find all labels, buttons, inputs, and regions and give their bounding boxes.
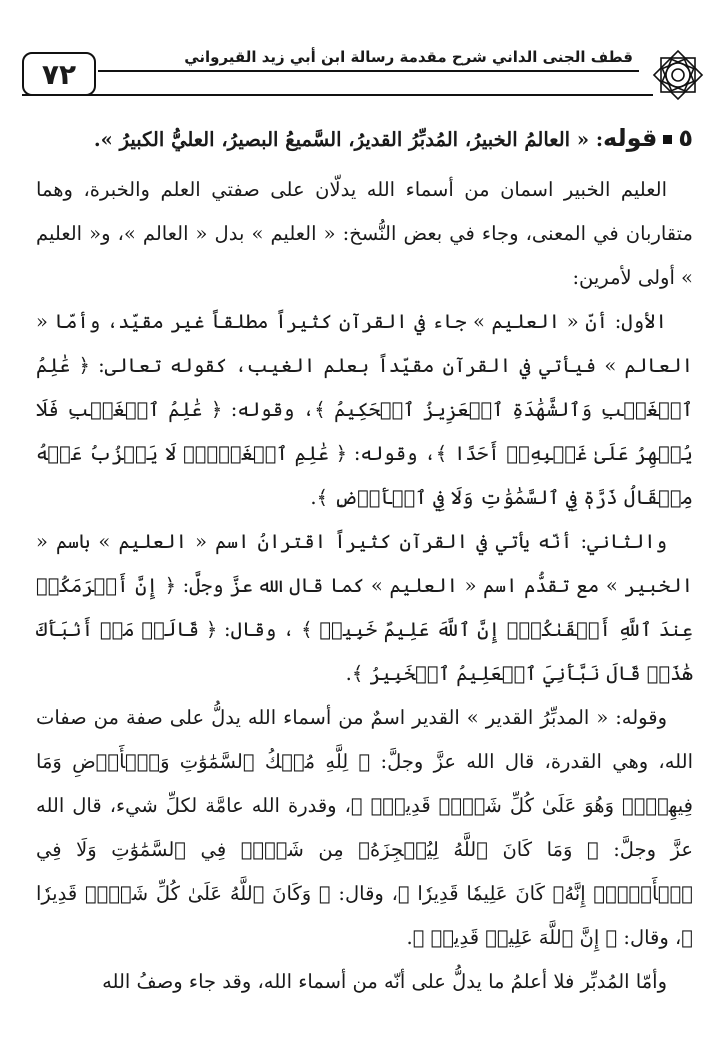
section-number: ٥ bbox=[678, 124, 693, 152]
paragraph: والثاني: أنّه يأتي في القرآن كثيراً اقترانُ اسم « العليم » باسم « الخبير » مع تقدُّم اسم « العليم » كما قال الله عزَّ وجلَّ: ﴿ إِنَّ أَكۡرَمَكُمۡ عِندَ ٱللَّهِ أَتۡقَىٰكُمۡۚ إِنَّ ٱللَّهَ عَلِيمٌ خَبِيرٞ ﴾ ، وقال: ﴿ قَالَتۡ مَنۡ أَنۢبَأَكَ هَٰذَاۖ قَالَ نَبَّأَنِيَ ٱلۡعَلِيمُ ٱلۡخَبِيرُ ﴾. bbox=[36, 530, 693, 685]
section-quote: : « العالمُ الخبيرُ، المُدبِّرُ القديرُ، السَّميعُ البصيرُ، العليُّ الكبيرُ ». bbox=[93, 128, 604, 151]
book-title: قطف الجنى الداني شرح مقدمة رسالة ابن أبي زيد القيرواني bbox=[178, 48, 639, 66]
ornament-icon bbox=[647, 46, 709, 104]
page-header bbox=[22, 48, 709, 104]
page-body bbox=[36, 110, 693, 1004]
paragraph: الأول: أنّ « العليم » جاء في القرآن كثيراً مطلقاً غير مقيّد، وأمّا « العالم » فيأتي في القرآن مقيّداً بعلم الغيب، كقوله تعالى: ﴿ عَٰلِمُ ٱلۡغَيۡبِ وَٱلشَّهَٰدَةِ ٱلۡعَزِيزُ ٱلۡحَكِيمُ ﴾، وقوله: ﴿ عَٰلِمُ ٱلۡغَيۡبِ فَلَا يُظۡهِرُ عَلَىٰ غَيۡبِهِۦٓ أَحَدًا ﴾، وقوله: ﴿ عَٰلِمِ ٱلۡغَيۡبِۖ لَا يَعۡزُبُ عَنۡهُ مِثۡقَالُ ذَرَّةٖ فِي ٱلسَّمَٰوَٰتِ وَلَا فِي ٱلۡأَرۡضِ ﴾. bbox=[36, 310, 693, 509]
header-rule-top bbox=[98, 70, 639, 72]
bullet-icon bbox=[663, 135, 672, 144]
paragraph: وقوله: « المدبِّرُ القدير » القدير اسمٌ من أسماء الله يدلُّ على صفة من صفات الله، وهي القدرة، قال الله عزَّ وجلَّ: ﴿ لِلَّهِ مُلۡكُ ٱلسَّمَٰوَٰتِ وَٱلۡأَرۡضِ وَمَا فِيهِنَّۚ وَهُوَ عَلَىٰ كُلِّ شَيۡءٖ قَدِيرُۢ ﴾، وقدرة الله عامَّة لكلِّ شيء، قال الله عزَّ وجلَّ: ﴿ وَمَا كَانَ ٱللَّهُ لِيُعۡجِزَهُۥ مِن شَيۡءٖ فِي ٱلسَّمَٰوَٰتِ وَلَا فِي ٱلۡأَرۡضِۚ إِنَّهُۥ كَانَ عَلِيمٗا قَدِيرٗا ﴾، وقال: ﴿ وَكَانَ ٱللَّهُ عَلَىٰ كُلِّ شَيۡءٖ قَدِيرٗا ﴾، وقال: ﴿ إِنَّ ٱللَّهَ عَلِيمٞ قَدِيرٞ ﴾. bbox=[36, 706, 693, 949]
page-number: ٧٢ bbox=[22, 52, 96, 96]
paragraph: العليم الخبير اسمان من أسماء الله يدلّان على صفتي العلم والخبرة، وهما متقاربان في المعنى، وجاء في بعض النُّسخ: « العليم » بدل « العالم »، و« العليم » أولى لأمرين: bbox=[36, 178, 693, 289]
section-heading bbox=[36, 110, 693, 168]
header-rule-bottom bbox=[22, 94, 653, 96]
section-label: قوله bbox=[603, 124, 658, 152]
paragraph: وأمّا المُدبِّر فلا أعلمُ ما يدلُّ على أنّه من أسماء الله، وقد جاء وصفُ الله bbox=[102, 970, 667, 993]
